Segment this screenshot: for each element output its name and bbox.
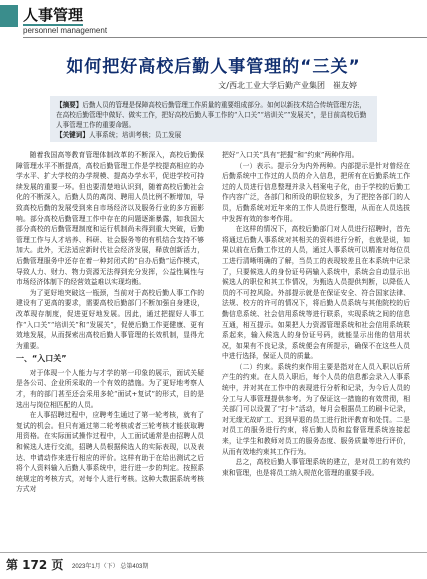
body-paragraph: 把好“入口关”具有“把握”和“约束”两种作用。 <box>222 151 359 159</box>
header-rule <box>23 37 427 38</box>
body-paragraph: 为了更好地突破这一瓶颈，当前对于高校后勤人事工作的建设有了更高的要求，需要高校后勤部门不断加强自身建设，改革现存制度，促进更好地发展。因此，通过把握好人事工作“入口关”“培训关”和“发展关”，促使后勤工作更健康、更有效地发展，从而探索出高校后勤人事管理的长效机制，显得尤为重要。 <box>16 288 204 350</box>
section-heading: 一、“入口关” <box>16 354 67 364</box>
page-number: 第 172 页 <box>6 558 64 572</box>
body-paragraph: 在这样的情况下，高校后勤部门对人员进行招聘时，首先将通过后勤人事系统对其相关的资料进行分析，也就是说，如果以前在后勤工作过的人员，通过人事系统可以精准对每位员工进行清晰明确的了解，当员工的表现较差且在本系统中记录了，只要候选人的身份证号码输入系统中，系统会自动显示出候选人的职位和其工作情况，为甄选人员提供判断，以降低人员的不可控风险。外部提示就是在保证安全、符合国家法律、法规、校方的许可的情况下，将后勤人员系统与其他院校的后勤信息系统、社会信用系统等进行联系，实现系统之间的信息互通，相互提示。如果把人力资源管理系统和社会信用系统联系起来，输入候选人的身份证号码，就能显示出他的信用状况，如果有不良记录，系统便会有所提示，确保不在这些人员中进行选择，保证人员的质量。 <box>222 225 410 361</box>
keywords-text: 人事系统；培训考核；员工发展 <box>88 131 182 139</box>
keywords-label: 【关键词】 <box>56 131 89 139</box>
section-title-en: personnel management <box>23 26 108 35</box>
abstract-text: 后勤人员的管理是保障高校后勤管理工作质量的重要组成部分。如何以新技术结合传统管理方法，在高校后勤管理中做好、做实工作，把好高校后勤人事工作的“入口关”“培训关”“发展关”，是目前高校后勤人事管理工作的重要命题。 <box>56 101 367 129</box>
left-column <box>16 150 204 495</box>
footer-rule <box>0 552 427 553</box>
abstract-paragraph <box>56 100 371 130</box>
article-title: 如何把好高校后勤人事管理的“三关” <box>66 57 361 77</box>
body-paragraph: （二）约束。系统约束作用主要是指对在人员入职以后所产生的约束。在人员入职后，每个人员的信息都会录入人事系统中，并对其在工作中的表现进行分析和记录，为今后人员的分工与人事管理提供参考。为了保证这一措施的有效贯彻，相关部门可以设置了“打卡”活动，每月会根据员工的刷卡记录，对无缘无故旷工、迟到早退的员工进行批评教育和处罚。二是对员工的服务进行约束，将后勤人员和监督管理系统连接起来，让学生和教师对员工的服务态度、服务质量等进行评价，从而有效地约束其工作行为。 <box>222 362 410 456</box>
body-paragraph: （一）表示。提示分为内外两种。内部提示是针对曾经在后勤系统中工作过的人员的介入信息，把所有在后勤系统工作过的人员进行信息整理并录入档案电子化，由于学校的后勤工作内容广泛，各部门和所设的职位较多，为了把控各部门的人员，后勤系统对近年来的工作人员进行整理，从而在人员选拔中发挥有效的参考作用。 <box>222 161 410 223</box>
body-paragraph: 对于体现一个人能力与才学的第一印象的展示，面试关疑是各公司、企业所采取的一个有效的措施。为了更好地考察人才，有的部门甚至还会采用多轮“面试+复试”的形式，目的是选出与岗位相匹配的人员。 <box>16 368 204 409</box>
page-footer <box>0 552 427 579</box>
abstract-box <box>50 96 377 142</box>
section-header <box>0 0 427 48</box>
issue-info: 2023年1月（下） 总第403期 <box>72 564 149 570</box>
right-column <box>222 150 410 478</box>
abstract-label: 【摘要】 <box>56 101 83 109</box>
body-paragraph: 总之，高校后勤人事管理系统的建立，是对员工的有效约束和管理，也是将员工纳入规范化管理的重要手段。 <box>222 458 410 477</box>
body-paragraph: 在人事招聘过程中，应聘考生通过了第一轮考核，就有了复试的机会。但只有通过第二轮考核或者三轮考核才能获取聘用资格。在实际面试操作过程中，人工面试通常是由招聘人员和候选人进行交流，招聘人员根据候选人的实际表现，以及表达、申请动作来进行相应的评价。这样有助于在给出测试之后将个人资料输入后勤人事系统中，进行进一步的判定。按照系统规定的考核方式，对每个人进行考核。这种大数据系统考核方式对 <box>16 411 204 494</box>
keywords-paragraph <box>56 130 371 140</box>
section-title-cn: 人事管理 <box>23 6 84 24</box>
article-author: 文/西北工业大学后勤产业集团 崔友婷 <box>218 81 357 90</box>
body-paragraph: 随着我国高等教育管理体制改革的不断深入，高校后勤保障管理水平不断提高，高校后勤管理工作是学校提高相应的办学水平、扩大学校的办学规模、提高办学水平，促进学校可持续发展的重要一环。但也要清楚地认识到，随着高校后勤社会化的不断深入，后勤人员的离岗、聘用人员比例不断增加，导致高校后勤的发展受到来自市场经济以及服务行业的多方面影响。部分高校后勤管理工作中存在的问题逐渐暴露，如我国大部分高校的后勤管理制度和运行机制尚未得到重大突破，后勤管理工作与人才培养、科研、社会服务等的有机结合支持不够加大。此外，无法适应新时代社会经济发展，释放创新活力，后勤管理服务中还存在着一种封闭式的“自办后勤”运作模式，导致人力、财力、物力资源无法得到充分发挥，公益性属性与市场经济体制下的经营效益难以实现均衡。 <box>16 151 204 287</box>
section-color-bar <box>0 5 18 27</box>
